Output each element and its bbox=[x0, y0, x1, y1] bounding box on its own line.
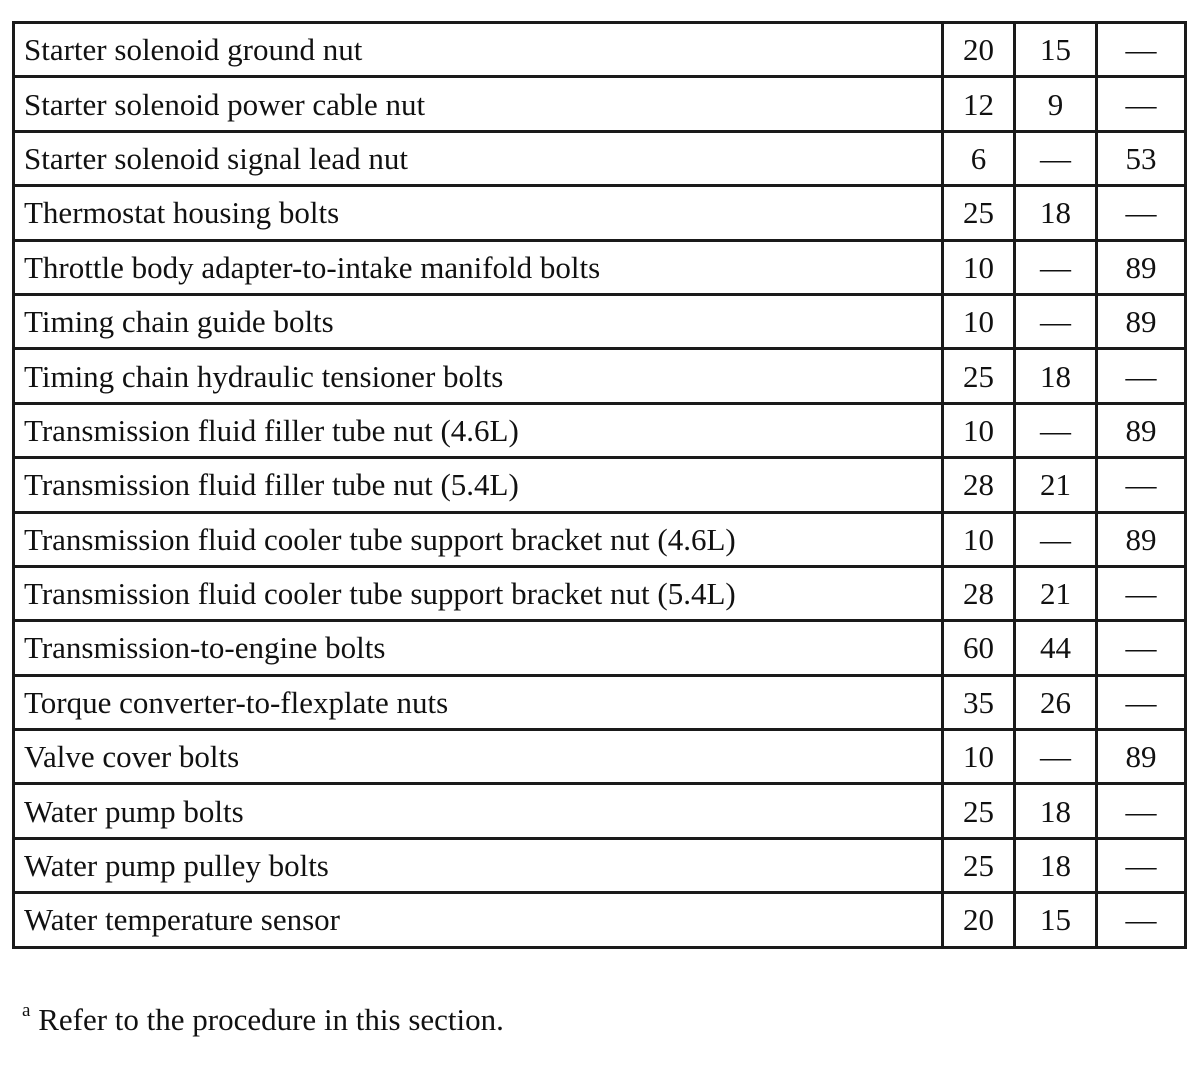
cell-nm: 60 bbox=[943, 621, 1015, 675]
cell-description: Transmission fluid filler tube nut (5.4L) bbox=[14, 458, 943, 512]
cell-description: Starter solenoid power cable nut bbox=[14, 77, 943, 131]
cell-inlb: — bbox=[1097, 675, 1186, 729]
cell-inlb: — bbox=[1097, 838, 1186, 892]
cell-description: Water temperature sensor bbox=[14, 893, 943, 947]
table-row bbox=[14, 403, 1186, 457]
cell-ftlb: — bbox=[1015, 403, 1097, 457]
table-row bbox=[14, 77, 1186, 131]
table-row bbox=[14, 893, 1186, 947]
cell-ftlb: 9 bbox=[1015, 77, 1097, 131]
table-row bbox=[14, 566, 1186, 620]
table-row bbox=[14, 23, 1186, 77]
cell-inlb: 89 bbox=[1097, 240, 1186, 294]
cell-inlb: — bbox=[1097, 23, 1186, 77]
cell-description: Water pump bolts bbox=[14, 784, 943, 838]
cell-ftlb: 21 bbox=[1015, 566, 1097, 620]
cell-inlb: 89 bbox=[1097, 294, 1186, 348]
cell-description: Starter solenoid ground nut bbox=[14, 23, 943, 77]
cell-nm: 20 bbox=[943, 893, 1015, 947]
cell-nm: 25 bbox=[943, 186, 1015, 240]
torque-spec-table bbox=[12, 21, 1187, 949]
cell-nm: 10 bbox=[943, 240, 1015, 294]
cell-inlb: — bbox=[1097, 349, 1186, 403]
cell-nm: 12 bbox=[943, 77, 1015, 131]
table-row bbox=[14, 131, 1186, 185]
table-row bbox=[14, 186, 1186, 240]
cell-ftlb: 18 bbox=[1015, 186, 1097, 240]
table-row bbox=[14, 621, 1186, 675]
footnote-text: Refer to the procedure in this section. bbox=[38, 1002, 504, 1037]
cell-description: Thermostat housing bolts bbox=[14, 186, 943, 240]
cell-nm: 25 bbox=[943, 784, 1015, 838]
cell-ftlb: 26 bbox=[1015, 675, 1097, 729]
table-row bbox=[14, 349, 1186, 403]
cell-nm: 10 bbox=[943, 730, 1015, 784]
cell-inlb: 89 bbox=[1097, 403, 1186, 457]
cell-description: Throttle body adapter-to-intake manifold bolts bbox=[14, 240, 943, 294]
cell-description: Transmission fluid filler tube nut (4.6L) bbox=[14, 403, 943, 457]
table-row bbox=[14, 675, 1186, 729]
cell-nm: 25 bbox=[943, 349, 1015, 403]
cell-nm: 28 bbox=[943, 458, 1015, 512]
cell-ftlb: — bbox=[1015, 294, 1097, 348]
cell-nm: 6 bbox=[943, 131, 1015, 185]
cell-description: Valve cover bolts bbox=[14, 730, 943, 784]
table-row bbox=[14, 240, 1186, 294]
cell-ftlb: 18 bbox=[1015, 784, 1097, 838]
cell-ftlb: 21 bbox=[1015, 458, 1097, 512]
table-body bbox=[14, 23, 1186, 948]
cell-ftlb: 18 bbox=[1015, 349, 1097, 403]
cell-description: Timing chain hydraulic tensioner bolts bbox=[14, 349, 943, 403]
table-row bbox=[14, 784, 1186, 838]
table-row bbox=[14, 294, 1186, 348]
cell-inlb: — bbox=[1097, 784, 1186, 838]
table-row bbox=[14, 512, 1186, 566]
cell-ftlb: 18 bbox=[1015, 838, 1097, 892]
cell-nm: 10 bbox=[943, 512, 1015, 566]
cell-nm: 20 bbox=[943, 23, 1015, 77]
cell-nm: 28 bbox=[943, 566, 1015, 620]
cell-nm: 10 bbox=[943, 294, 1015, 348]
cell-inlb: — bbox=[1097, 458, 1186, 512]
cell-nm: 25 bbox=[943, 838, 1015, 892]
cell-description: Transmission fluid cooler tube support bracket nut (5.4L) bbox=[14, 566, 943, 620]
cell-description: Water pump pulley bolts bbox=[14, 838, 943, 892]
cell-ftlb: 15 bbox=[1015, 23, 1097, 77]
cell-inlb: — bbox=[1097, 77, 1186, 131]
cell-inlb: 53 bbox=[1097, 131, 1186, 185]
cell-inlb: 89 bbox=[1097, 730, 1186, 784]
cell-inlb: — bbox=[1097, 893, 1186, 947]
cell-inlb: — bbox=[1097, 566, 1186, 620]
cell-nm: 35 bbox=[943, 675, 1015, 729]
table-row bbox=[14, 458, 1186, 512]
cell-nm: 10 bbox=[943, 403, 1015, 457]
cell-description: Starter solenoid signal lead nut bbox=[14, 131, 943, 185]
cell-inlb: — bbox=[1097, 186, 1186, 240]
cell-description: Transmission-to-engine bolts bbox=[14, 621, 943, 675]
cell-inlb: — bbox=[1097, 621, 1186, 675]
table-row bbox=[14, 838, 1186, 892]
cell-description: Torque converter-to-flexplate nuts bbox=[14, 675, 943, 729]
footnote bbox=[22, 1001, 504, 1038]
cell-ftlb: — bbox=[1015, 512, 1097, 566]
cell-description: Transmission fluid cooler tube support bracket nut (4.6L) bbox=[14, 512, 943, 566]
cell-inlb: 89 bbox=[1097, 512, 1186, 566]
cell-ftlb: — bbox=[1015, 730, 1097, 784]
cell-ftlb: — bbox=[1015, 240, 1097, 294]
cell-ftlb: 44 bbox=[1015, 621, 1097, 675]
footnote-marker: a bbox=[22, 999, 31, 1021]
cell-ftlb: — bbox=[1015, 131, 1097, 185]
table-row bbox=[14, 730, 1186, 784]
cell-ftlb: 15 bbox=[1015, 893, 1097, 947]
cell-description: Timing chain guide bolts bbox=[14, 294, 943, 348]
